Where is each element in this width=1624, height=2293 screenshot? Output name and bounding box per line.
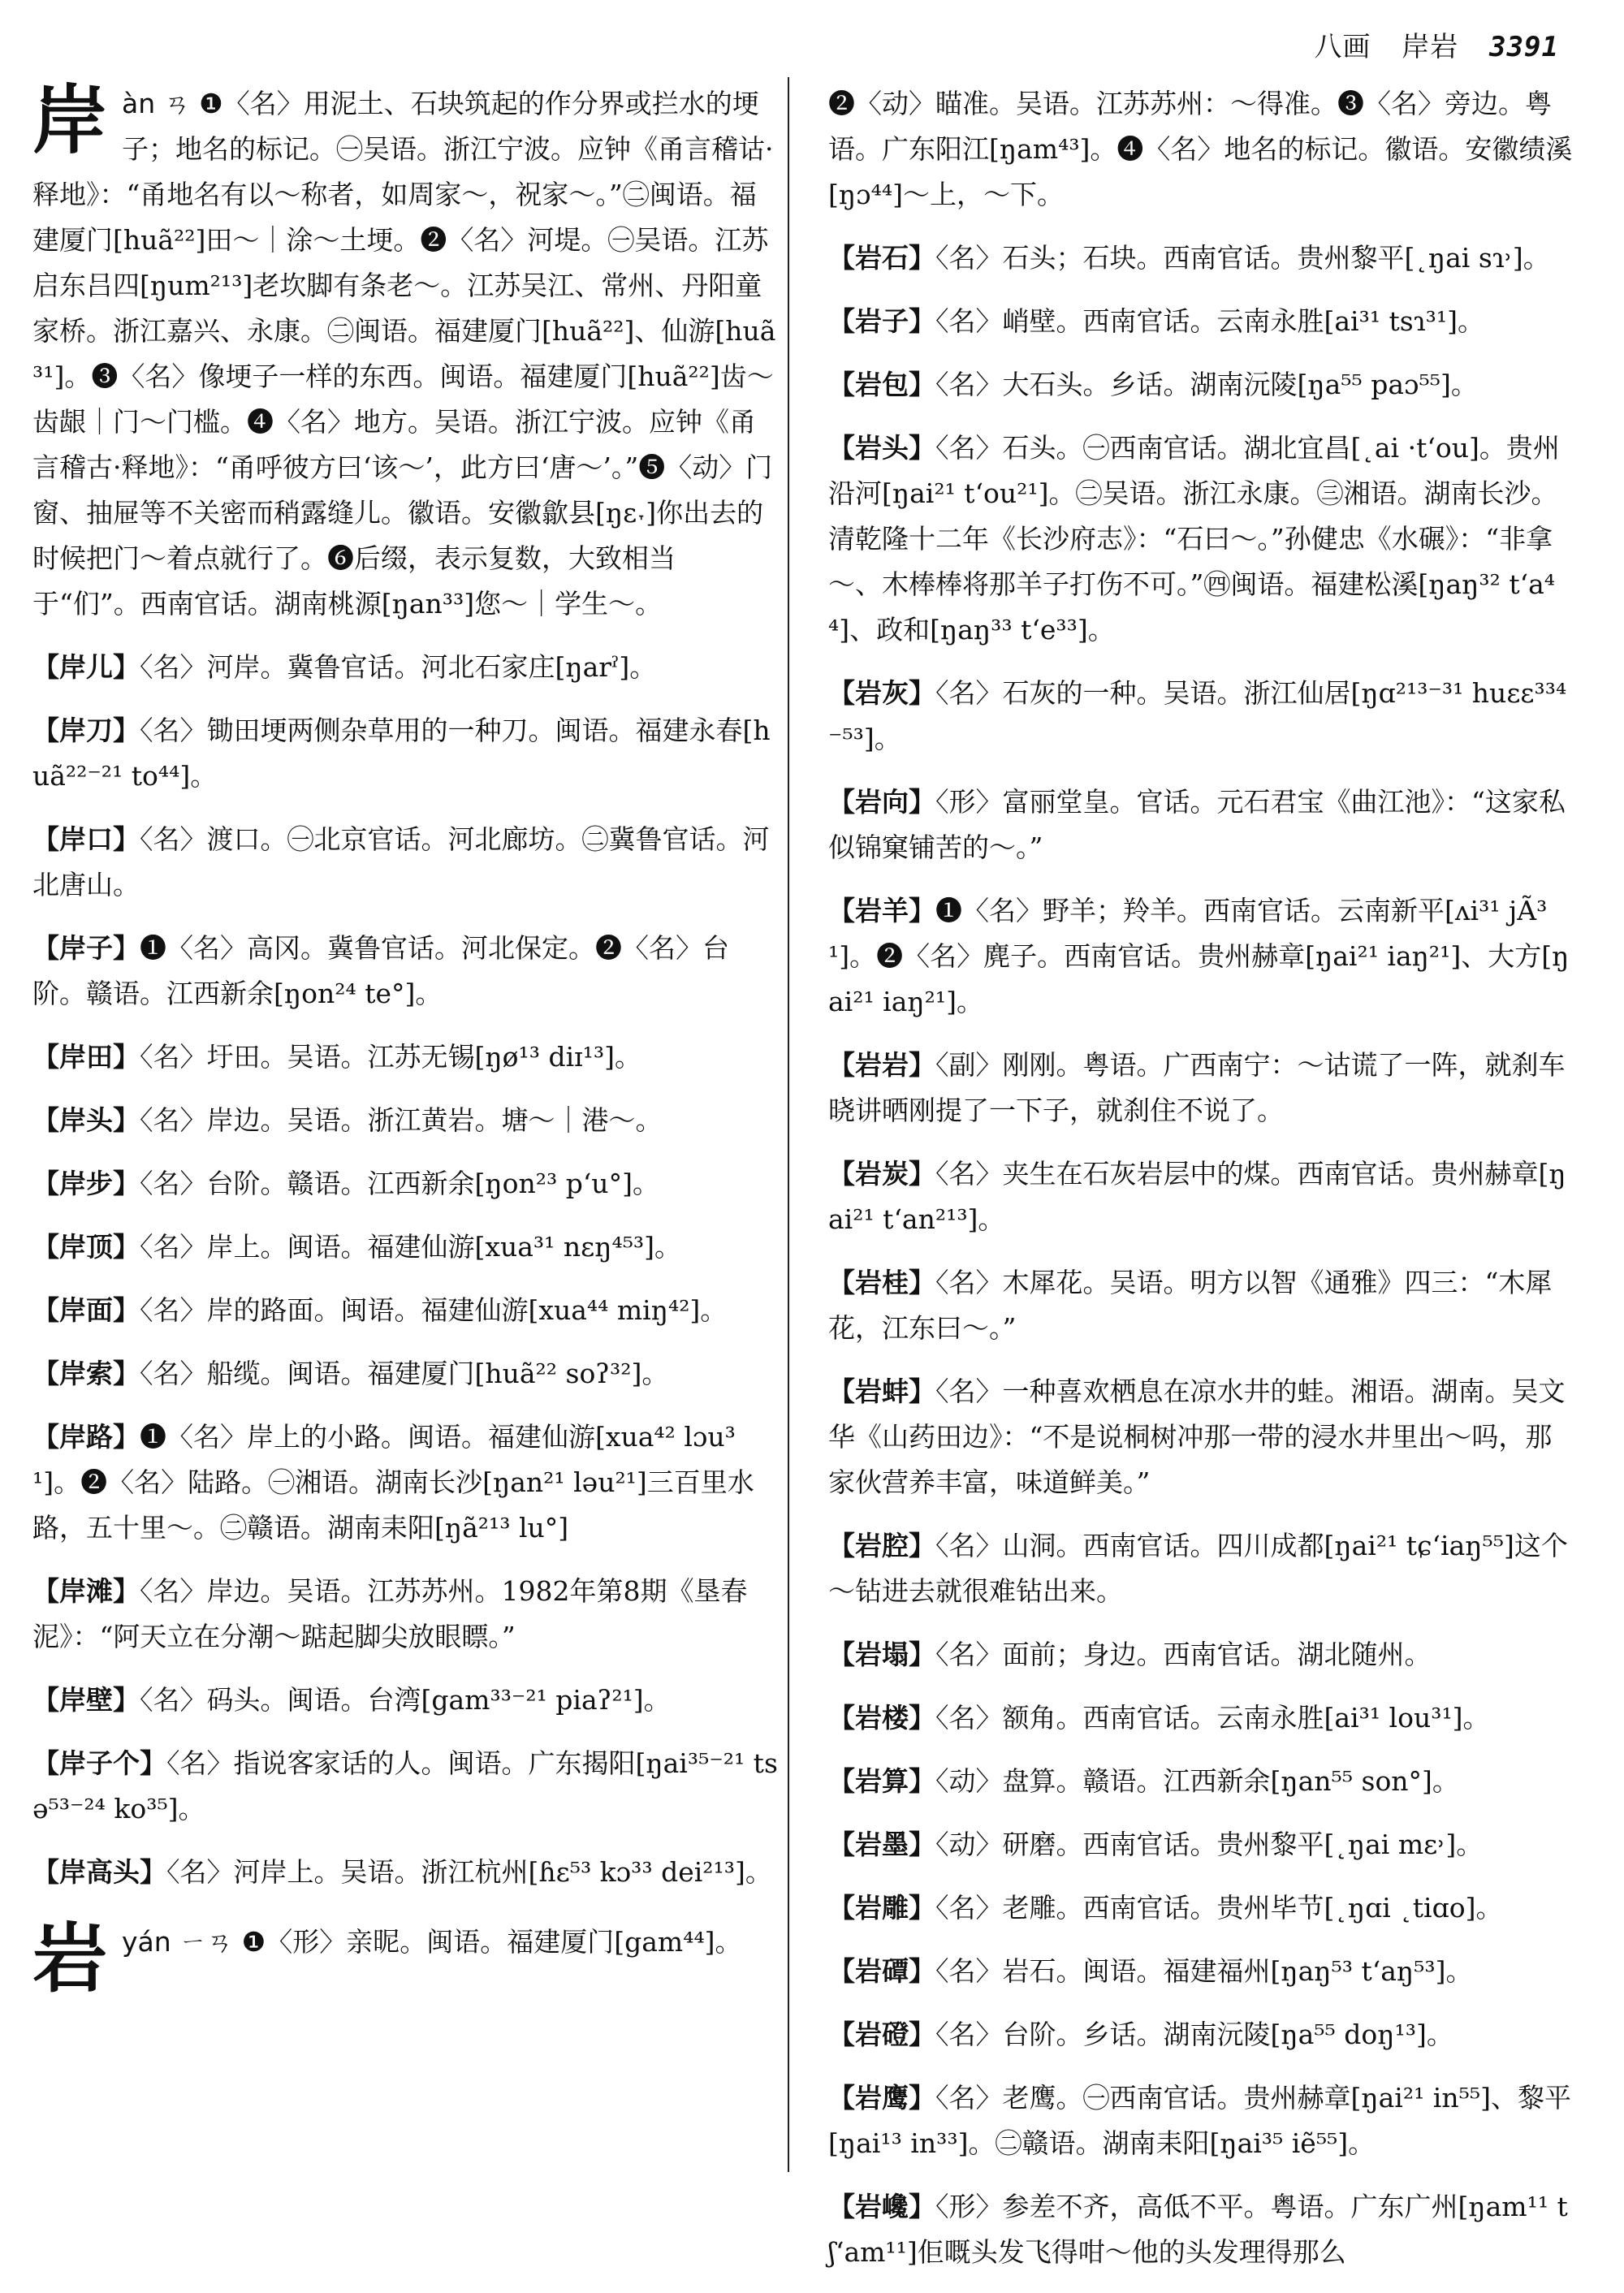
dictionary-entry xyxy=(32,926,780,1017)
dictionary-entry xyxy=(32,1288,780,1333)
entry-body: 〈名〉老雕。西南官话。贵州毕节[˛ŋɑi ˛tiɑo]。 xyxy=(935,1892,1503,1924)
dictionary-entry xyxy=(828,1822,1575,1868)
entry-body: 〈形〉参差不齐，高低不平。粤语。广东广州[ŋam¹¹ tʃ‘am¹¹]佢嘅头发飞得咁～他的头发理得那么 xyxy=(828,2191,1568,2268)
left-entry-list xyxy=(32,645,780,1895)
dictionary-entry xyxy=(828,1043,1575,1134)
entry-headword: 【岩鹰】 xyxy=(828,2082,935,2114)
dictionary-entry xyxy=(828,2012,1575,2058)
dictionary-entry xyxy=(828,1369,1575,1505)
dictionary-entry xyxy=(828,362,1575,408)
entry-headword: 【岸索】 xyxy=(32,1358,140,1389)
main-entry-yan xyxy=(32,1915,780,2002)
entry-headword: 【岩楼】 xyxy=(828,1702,935,1734)
entry-body: 〈名〉岸的路面。闽语。福建仙游[xua⁴⁴ miŋ⁴²]。 xyxy=(140,1294,728,1326)
entry-headword: 【岸滩】 xyxy=(32,1575,140,1607)
dictionary-entry xyxy=(32,1414,780,1551)
head-character: 岸 xyxy=(32,76,108,164)
entry-body: ❶〈名〉野羊；羚羊。西南官话。云南新平[ʌi³¹ jÃ³¹]。❷〈名〉麂子。西南官话。贵州赫章[ŋai²¹ iaŋ²¹]、大方[ŋai²¹ iaŋ²¹]。 xyxy=(828,895,1570,1017)
header-chars: 岸岩 xyxy=(1402,31,1459,63)
head-character: 岩 xyxy=(32,1915,108,2002)
entry-headword: 【岸儿】 xyxy=(32,651,140,683)
entry-headword: 【岩算】 xyxy=(828,1765,935,1797)
entry-body: 〈名〉石头；石块。西南官话。贵州黎平[˛ŋai sɿ˒]。 xyxy=(935,242,1550,274)
entry-headword: 【岩石】 xyxy=(828,242,935,274)
entry-headword: 【岸头】 xyxy=(32,1104,140,1136)
entry-headword: 【岩磴】 xyxy=(828,2019,935,2050)
continued-entry xyxy=(828,81,1575,218)
entry-body: 〈名〉码头。闽语。台湾[gam³³⁻²¹ piaʔ²¹]。 xyxy=(140,1684,671,1716)
entry-body: 〈名〉大石头。乡话。湖南沅陵[ŋa⁵⁵ paɔ⁵⁵]。 xyxy=(935,369,1478,400)
entry-body: 〈名〉夹生在石灰岩层中的煤。西南官话。贵州赫章[ŋai²¹ t‘an²¹³]。 xyxy=(828,1158,1566,1235)
entry-body: 〈名〉台阶。乡话。湖南沅陵[ŋa⁵⁵ doŋ¹³]。 xyxy=(935,2019,1453,2050)
dictionary-entry xyxy=(828,1523,1575,1614)
entry-headword: 【岸高头】 xyxy=(32,1856,166,1888)
dictionary-entry xyxy=(828,1151,1575,1242)
entry-headword: 【岩雕】 xyxy=(828,1892,935,1924)
entry-headword: 【岩墨】 xyxy=(828,1829,935,1860)
entry-headword: 【岩子】 xyxy=(828,305,935,337)
entry-body: 〈名〉木犀花。吴语。明方以智《通雅》四三：“木犀花，江东曰～。” xyxy=(828,1267,1553,1344)
entry-body: 〈名〉台阶。赣语。江西新余[ŋon²³ p‘u°]。 xyxy=(140,1168,659,1199)
entry-body: 〈副〉刚刚。粤语。广西南宁：～诂谎了一阵，就刹车晓讲晒刚提了一下子，就刹住不说了。 xyxy=(828,1049,1566,1126)
entry-body: ❶〈名〉用泥土、石块筑起的作分界或拦水的埂子；地名的标记。㊀吴语。浙江宁波。应钟《甬言稽诂·释地》：“甬地名有以～称者，如周家～，祝家～。”㊁闽语。福建厦门[huã²²]田～｜涂～土埂。❷〈名〉河堤。㊀吴语。江苏启东吕四[ŋum²¹³]老坎脚有条老～。江苏吴江、常州、丹阳童家桥。浙江嘉兴、永康。㊁闽语。福建厦门[huã²²]、仙游[huã³¹]。❸〈名〉像埂子一样的东西。闽语。福建厦门[huã²²]齿～齿龈｜门～门槛。❹〈名〉地方。吴语。浙江宁波。应钟《甬言稽古·释地》：“甬呼彼方曰‘该～’，此方曰‘唐～’。”❺〈动〉门窗、抽屉等不关密而稍露缝儿。徽语。安徽歙县[ŋɛ˕]你出去的时候把门～着点就行了。❻后缀，表示复数，大致相当于“们”。西南官话。湖南桃源[ŋan³³]您～｜学生～。 xyxy=(32,88,776,620)
entry-body: 〈形〉富丽堂皇。官话。元石君宝《曲江池》：“这家私似锦窠铺苦的～。” xyxy=(828,786,1566,863)
dictionary-entry xyxy=(828,779,1575,870)
entry-body: ❶〈形〉亲昵。闽语。福建厦门[gam⁴⁴]。 xyxy=(241,1926,742,1958)
entry-body: 〈名〉锄田埂两侧杂草用的一种刀。闽语。福建永春[huã²²⁻²¹ to⁴⁴]。 xyxy=(32,715,771,792)
entry-body: 〈名〉面前；身边。西南官话。湖北随州。 xyxy=(935,1639,1432,1670)
dictionary-entry xyxy=(828,2075,1575,2166)
dictionary-entry xyxy=(32,817,780,908)
pronunciation: àn ㄢ xyxy=(122,88,191,119)
entry-headword: 【岸步】 xyxy=(32,1168,140,1199)
entry-headword: 【岩灰】 xyxy=(828,677,935,709)
entry-body: 〈名〉渡口。㊀北京官话。河北廊坊。㊁冀鲁官话。河北唐山。 xyxy=(32,823,770,900)
entry-headword: 【岩包】 xyxy=(828,369,935,400)
dictionary-entry xyxy=(828,671,1575,762)
entry-headword: 【岸面】 xyxy=(32,1294,140,1326)
entry-body: 〈动〉研磨。西南官话。贵州黎平[˛ŋai mɛ˒]。 xyxy=(935,1829,1484,1860)
entry-body: 〈名〉老鹰。㊀西南官话。贵州赫章[ŋai²¹ in⁵⁵]、黎平[ŋai¹³ in³³]。㊁赣语。湖南耒阳[ŋai³⁵ iẽ⁵⁵]。 xyxy=(828,2082,1571,2159)
page-number: 3391 xyxy=(1489,31,1559,63)
entry-headword: 【岸路】 xyxy=(32,1421,140,1453)
dictionary-entry xyxy=(32,1569,780,1660)
entry-headword: 【岸田】 xyxy=(32,1041,140,1073)
dictionary-entry xyxy=(32,1098,780,1143)
entry-headword: 【岩腔】 xyxy=(828,1530,935,1561)
entry-headword: 【岸子个】 xyxy=(32,1747,166,1779)
entry-headword: 【岸刀】 xyxy=(32,715,140,746)
entry-headword: 【岩炭】 xyxy=(828,1158,935,1190)
entry-headword: 【岸子】 xyxy=(32,932,140,964)
main-entry-an xyxy=(32,76,780,627)
dictionary-entry xyxy=(32,1034,780,1080)
dictionary-entry xyxy=(828,299,1575,344)
left-column xyxy=(32,76,780,2002)
entry-body: ❶〈名〉岸上的小路。闽语。福建仙游[xua⁴² lɔu³¹]。❷〈名〉陆路。㊀湘语。湖南长沙[ŋan²¹ ləu²¹]三百里水路，五十里～。㊁赣语。湖南耒阳[ŋã²¹³ lu°] xyxy=(32,1421,754,1544)
entry-body: 〈名〉额角。西南官话。云南永胜[ai³¹ lou³¹]。 xyxy=(935,1702,1490,1734)
entry-body: ❶〈名〉高冈。冀鲁官话。河北保定。❷〈名〉台阶。赣语。江西新余[ŋon²⁴ te°]。 xyxy=(32,932,729,1009)
dictionary-entry xyxy=(828,425,1575,653)
entry-headword: 【岸顶】 xyxy=(32,1231,140,1263)
entry-headword: 【岩头】 xyxy=(828,432,935,464)
dictionary-entry xyxy=(828,1695,1575,1741)
entry-body: 〈名〉一种喜欢栖息在凉水井的蛙。湘语。湖南。吴文华《山药田边》：“不是说桐树冲那一带的浸水井里出～吗，那家伙营养丰富，味道鲜美。” xyxy=(828,1375,1566,1498)
entry-headword: 【岩蚌】 xyxy=(828,1375,935,1407)
dictionary-entry xyxy=(32,645,780,690)
dictionary-entry xyxy=(32,1351,780,1397)
dictionary-entry xyxy=(32,708,780,799)
right-column xyxy=(828,81,1575,2293)
entry-headword: 【岸壁】 xyxy=(32,1684,140,1716)
section-label: 八画 xyxy=(1314,31,1371,63)
page-header xyxy=(1314,24,1559,64)
dictionary-entry xyxy=(828,235,1575,281)
column-divider xyxy=(788,77,789,2172)
entry-headword: 【岩塌】 xyxy=(828,1639,935,1670)
dictionary-entry xyxy=(32,1224,780,1270)
entry-headword: 【岩巉】 xyxy=(828,2191,935,2222)
entry-headword: 【岩向】 xyxy=(828,786,935,818)
entry-body: 〈名〉岸边。吴语。浙江黄岩。塘～｜港～。 xyxy=(140,1104,663,1136)
entry-body: 〈名〉圩田。吴语。江苏无锡[ŋø¹³ diɪ¹³]。 xyxy=(140,1041,642,1073)
dictionary-entry xyxy=(32,1850,780,1895)
dictionary-entry xyxy=(828,1949,1575,1994)
entry-body: 〈名〉岸边。吴语。江苏苏州。1982年第8期《垦春泥》：“阿天立在分潮～踮起脚尖放眼瞟。” xyxy=(32,1575,748,1652)
entry-body: 〈名〉指说客家话的人。闽语。广东揭阳[ŋai³⁵⁻²¹ tsə⁵³⁻²⁴ ko³⁵]。 xyxy=(32,1747,778,1824)
dictionary-entry xyxy=(828,1632,1575,1678)
entry-body: 〈动〉盘算。赣语。江西新余[ŋan⁵⁵ son°]。 xyxy=(935,1765,1459,1797)
dictionary-entry xyxy=(828,1759,1575,1804)
entry-body: 〈名〉岸上。闽语。福建仙游[xua³¹ nɛŋ⁴⁵³]。 xyxy=(140,1231,682,1263)
pronunciation: yán ㄧㄢ xyxy=(122,1926,234,1958)
entry-body: 〈名〉船缆。闽语。福建厦门[huã²² soʔ³²]。 xyxy=(140,1358,669,1389)
entry-body: ❷〈动〉瞄准。吴语。江苏苏州：～得准。❸〈名〉旁边。粤语。广东阳江[ŋam⁴³]。❹〈名〉地名的标记。徽语。安徽绩溪[ŋɔ⁴⁴]～上，～下。 xyxy=(828,88,1573,210)
dictionary-entry xyxy=(828,2184,1575,2275)
dictionary-entry xyxy=(828,1260,1575,1351)
dictionary-entry xyxy=(32,1741,780,1832)
entry-body: 〈名〉山洞。西南官话。四川成都[ŋai²¹ tɕ‘iaŋ⁵⁵]这个～钻进去就很难钻出来。 xyxy=(828,1530,1568,1607)
entry-body: 〈名〉石灰的一种。吴语。浙江仙居[ŋɑ²¹³⁻³¹ huɛɛ³³⁴⁻⁵³]。 xyxy=(828,677,1567,754)
dictionary-entry xyxy=(32,1678,780,1723)
right-entry-list xyxy=(828,235,1575,2275)
entry-body: 〈名〉石头。㊀西南官话。湖北宜昌[˛ai ·t‘ou]。贵州沿河[ŋai²¹ t‘ou²¹]。㊁吴语。浙江永康。㊂湘语。湖南长沙。清乾隆十二年《长沙府志》：“石曰～。”孙健忠《水碾》：“非拿～、木棒棒将那羊子打伤不可。”㊃闽语。福建松溪[ŋaŋ³² t‘a⁴⁴]、政和[ŋaŋ³³ t‘e³³]。 xyxy=(828,432,1560,646)
entry-headword: 【岸口】 xyxy=(32,823,140,855)
dictionary-entry xyxy=(828,888,1575,1025)
entry-body: 〈名〉河岸上。吴语。浙江杭州[ɦɛ⁵³ kɔ³³ dei²¹³]。 xyxy=(166,1856,772,1888)
entry-body: 〈名〉河岸。冀鲁官话。河北石家庄[ŋarˀ]。 xyxy=(140,651,657,683)
entry-body: 〈名〉峭壁。西南官话。云南永胜[ai³¹ tsɿ³¹]。 xyxy=(935,305,1485,337)
entry-headword: 【岩桂】 xyxy=(828,1267,935,1298)
entry-headword: 【岩岩】 xyxy=(828,1049,935,1081)
entry-body: 〈名〉岩石。闽语。福建福州[ŋaŋ⁵³ t‘aŋ⁵³]。 xyxy=(935,1955,1473,1987)
entry-headword: 【岩磹】 xyxy=(828,1955,935,1987)
dictionary-entry xyxy=(32,1161,780,1207)
dictionary-entry xyxy=(828,1885,1575,1931)
entry-headword: 【岩羊】 xyxy=(828,895,935,926)
